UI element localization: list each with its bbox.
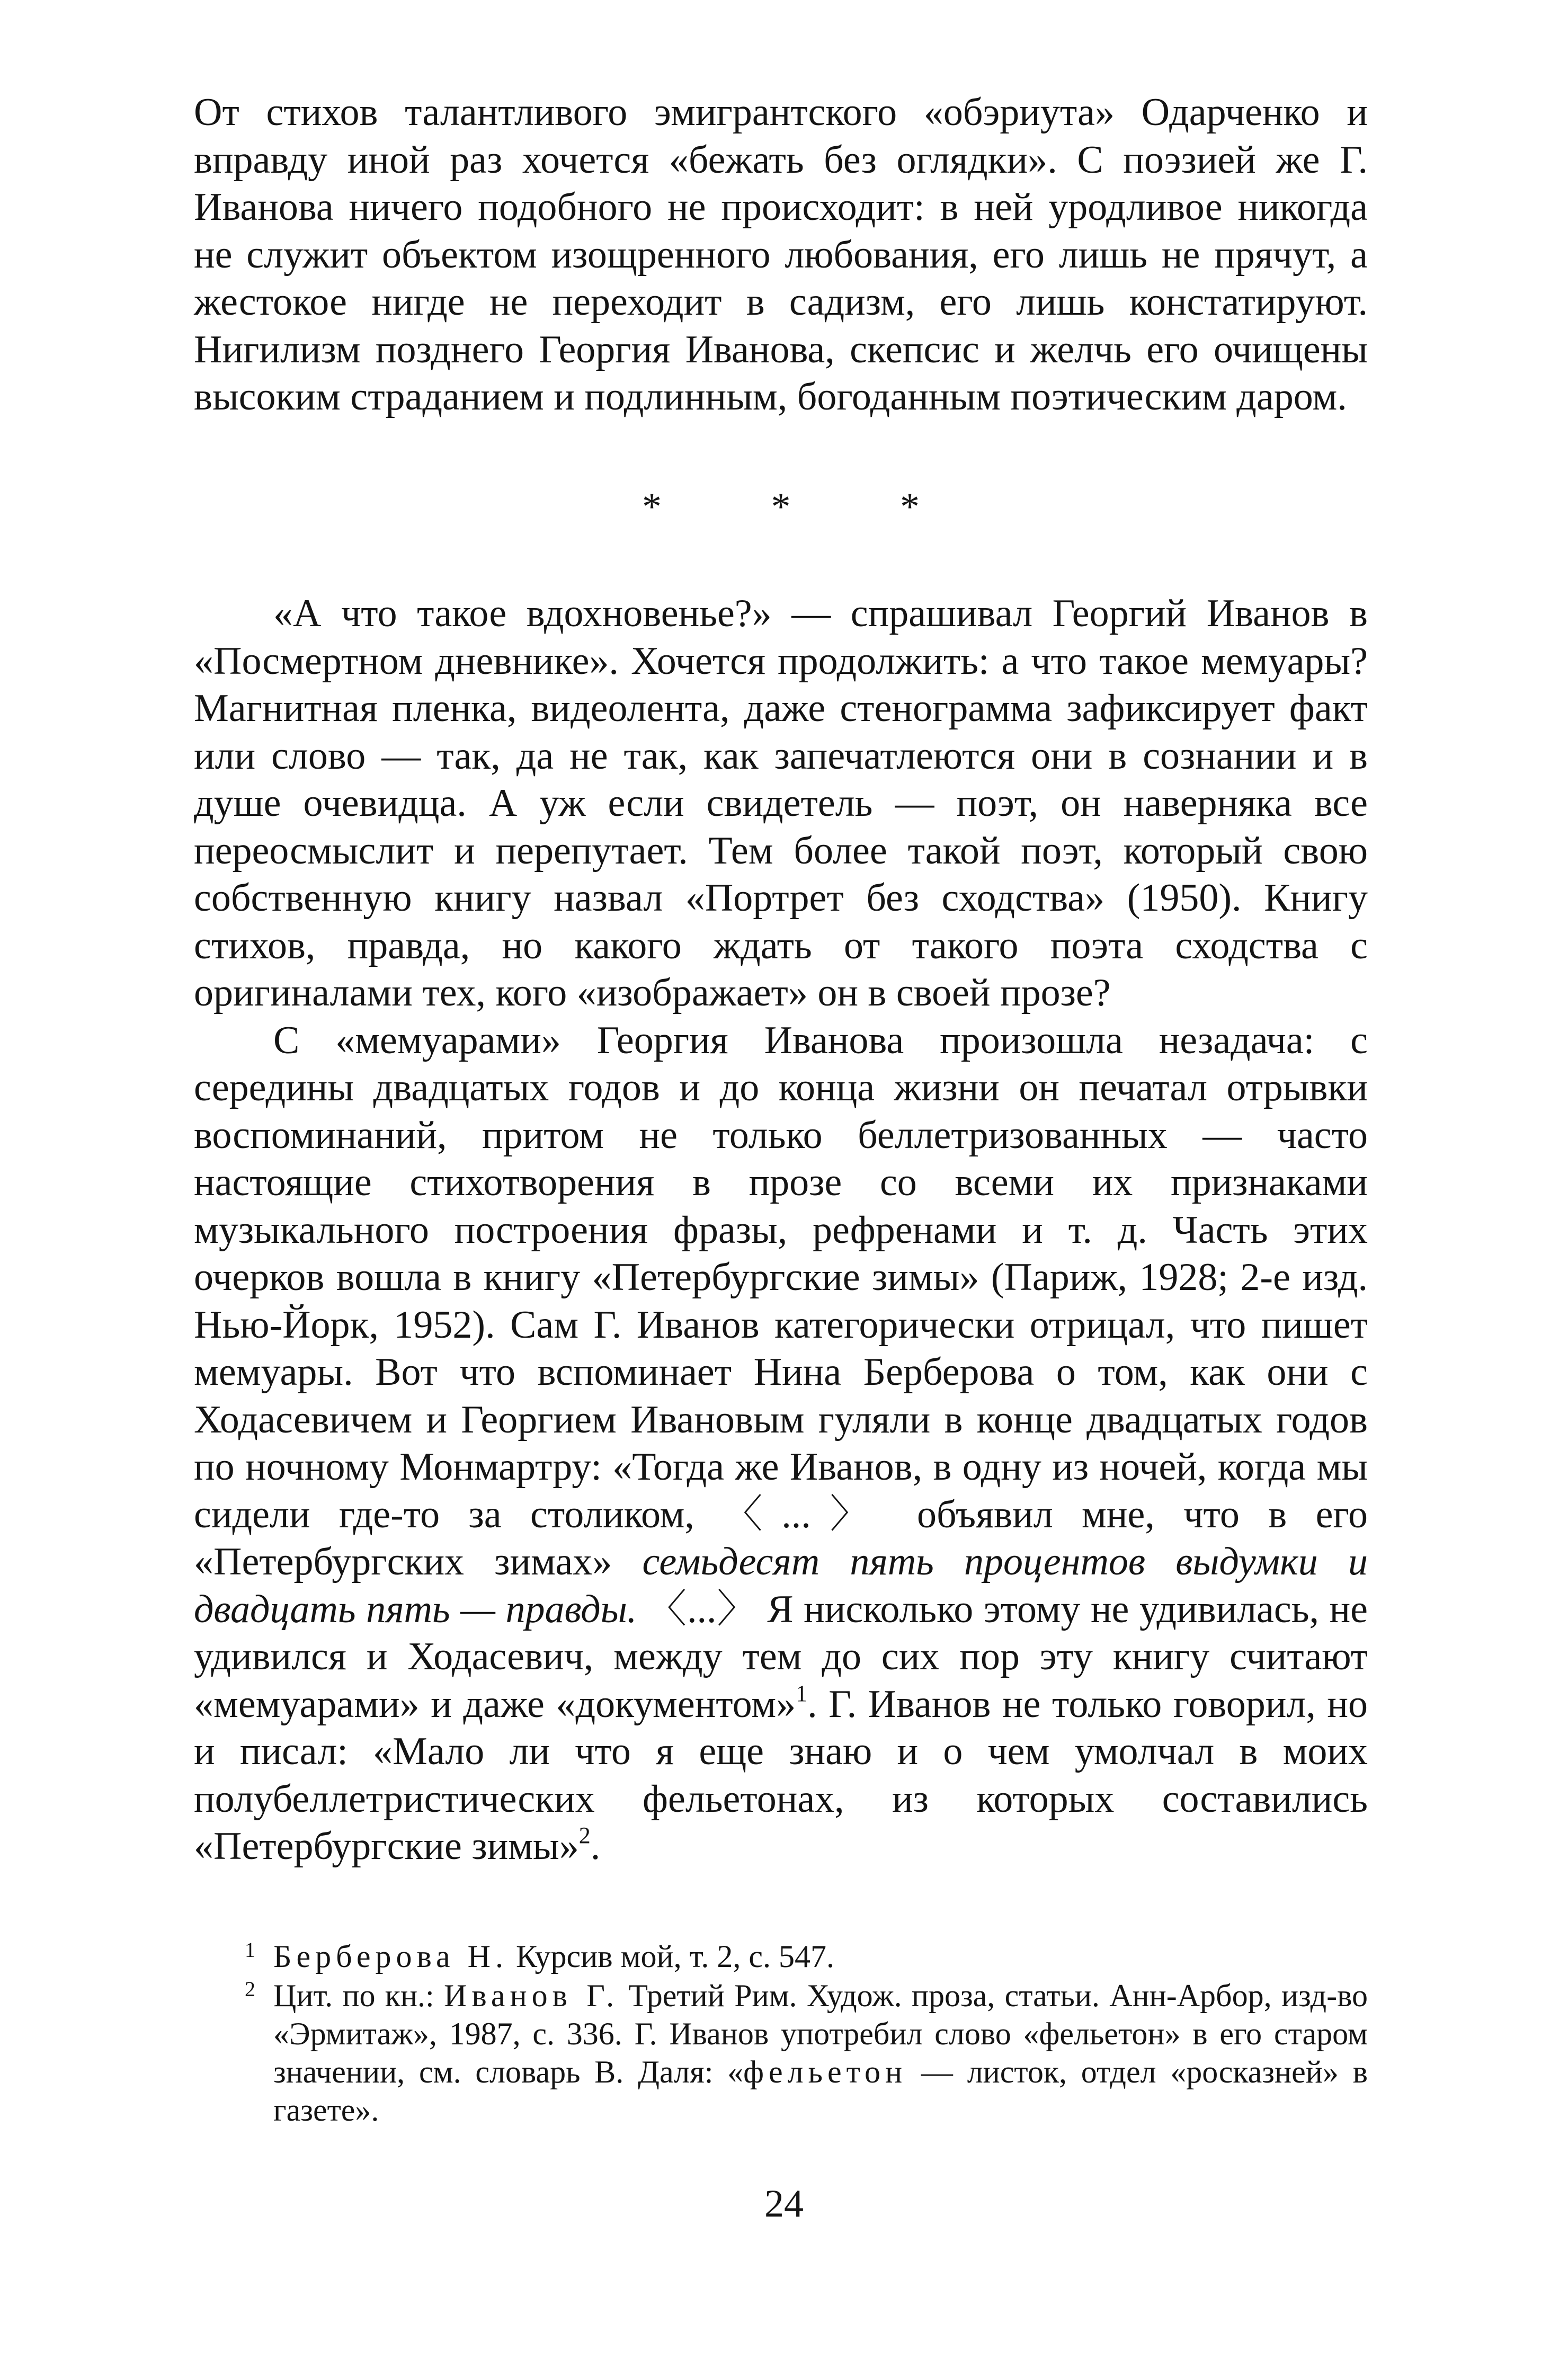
memoirs-text-1: С «мемуарами» Георгия Иванова произошла незадача: с середины двадцатых годов и до конца жизни он печатал отрывки воспоминаний, притом не только беллетризованных — часто настоящие стихотворения в прозе со всеми их признаками музыкального построения фразы, рефренами и т. д. Часть этих очерков вошла в книгу «Петербургские зимы» (Париж, 1928; 2-е изд. Нью-Йорк, 1952). Сам Г. Иванов категорически отрицал, что пишет мемуары. Вот что вспоминает Нина Берберова о том, как они с Ходасевичем и Георгием Ивановым гуляли в конце двадцатых годов по ночному Монмартру: «Тогда же Иванов, в одну из ночей, когда мы сидели где-то за столиком, 〈...〉 объявил мне, что в его «Петербургских зимах»: [194, 1018, 1368, 1583]
memoirs-text-3: . Г. Иванов не только говорил, но и писал: «Мало ли что я еще знаю и о чем умолчал в моих полубеллетристических фельетонах, из которых составились «Петербургские зимы»: [194, 1682, 1368, 1868]
footnote-mark: 2: [245, 1977, 255, 2001]
memoirs-text-2: 〈...〉 Я нисколько этому не удивилась, не удивился и Ходасевич, между тем до сих пор эту книгу считают «мемуарами» и даже «документом»: [194, 1587, 1368, 1726]
footnote-text: — листок, отдел «росказней» в газете».: [273, 2054, 1368, 2128]
footnote-mark: 1: [245, 1937, 255, 1962]
footnote-prefix: Цит. по кн.:: [273, 1978, 444, 2013]
asterisk: *: [642, 485, 662, 529]
footnote-author: Берберова Н.: [273, 1938, 508, 1974]
asterisk: *: [771, 485, 791, 529]
asterisk: *: [900, 485, 920, 529]
footnote-ref-2[interactable]: 2: [578, 1822, 591, 1848]
footnote-1: [245, 1937, 1368, 1976]
footnote-text: Курсив мой, т. 2, с. 547.: [507, 1938, 834, 1974]
footnote-2: [245, 1977, 1368, 2129]
memoirs-text-4: .: [590, 1825, 601, 1868]
paragraph-memoirs: [194, 1017, 1368, 1871]
paragraph-odarchenko: От стихов талантливого эмигрантского «обэриута» Одарченко и вправду иной раз хочется «бежать без оглядки». С поэзией же Г. Иванова ничего подобного не происходит: в ней уродливое никогда не служит объектом изощренного любования, его лишь не прячут, а жестокое нигде не переходит в садизм, его лишь констатируют. Нигилизм позднего Георгия Иванова, скепсис и желчь его очищены высоким страданием и подлинным, богоданным поэтическим даром.: [194, 91, 1368, 419]
page-number: 24: [764, 2182, 804, 2226]
memoirs-italic-quote: семьдесят пять процентов выдумки и двадцать пять — правды.: [194, 1540, 1368, 1631]
footnote-text: Третий Рим. Худож. проза, статьи. Анн-Арбор, изд-во «Эрмитаж», 1987, с. 336. Г. Иванов употребил слово «фельетон» в его старом значении, см. словарь В. Даля: «: [273, 1978, 1368, 2089]
footnote-ref-1[interactable]: 1: [796, 1680, 808, 1706]
paragraph-inspiration: «А что такое вдохновенье?» — спрашивал Георгий Иванов в «Посмертном дневнике». Хочется продолжить: а что такое мемуары? Магнитная пленка, видеолента, даже стенограмма зафиксирует факт или слово — так, да не так, как запечатлеются они в сознании и в душе очевидца. А уж если свидетель — поэт, он наверняка все переосмыслит и перепутает. Тем более такой поэт, который свою собственную книгу назвал «Портрет без сходства» (1950). Книгу стихов, правда, но какого ждать от такого поэта сходства с оригиналами тех, кого «изображает» он в своей прозе?: [194, 592, 1368, 1015]
footnotes: [194, 1937, 1368, 2129]
section-separator: [194, 484, 1368, 531]
footnote-term: фельетон: [743, 2054, 907, 2089]
footnote-author: Иванов Г.: [444, 1978, 619, 2013]
book-page: [194, 89, 1368, 2130]
